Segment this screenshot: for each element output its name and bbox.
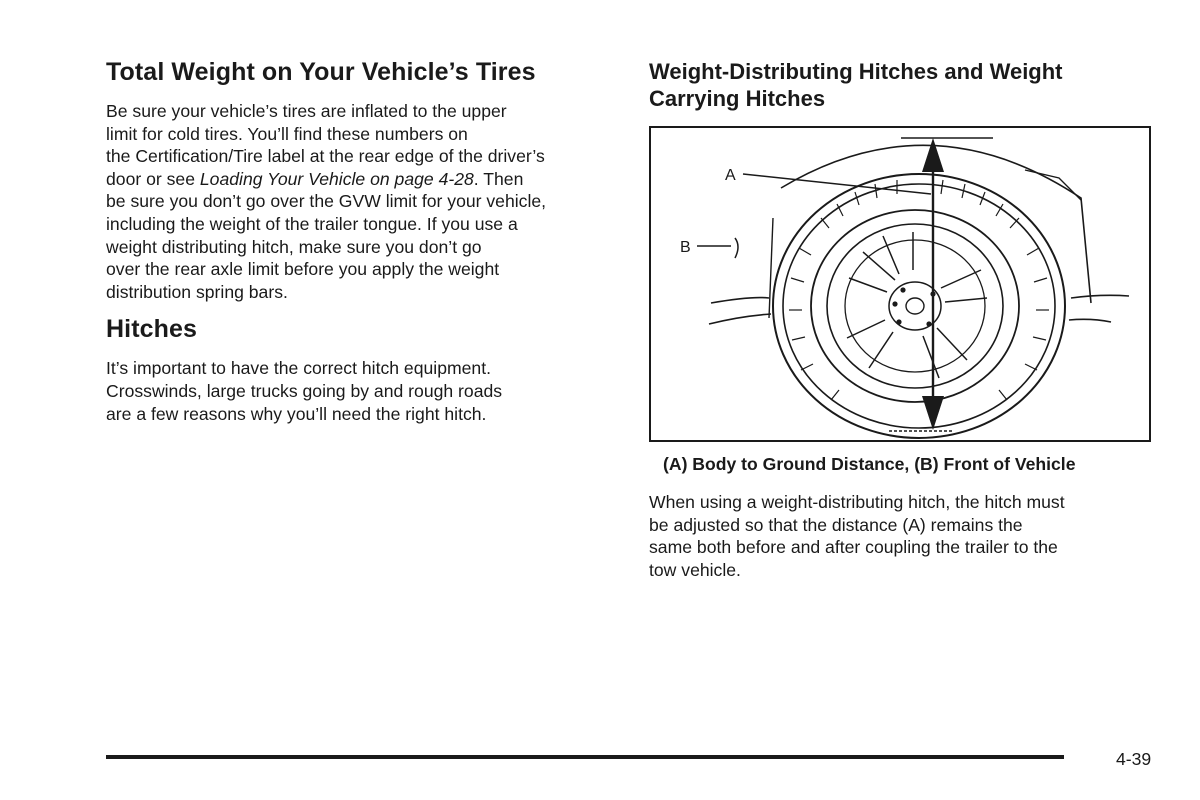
paragraph-total-weight: Be sure your vehicle’s tires are inflated to the upper limit for cold tires. You’ll find these numbers on the Certification/Tire label at the rear edge of the driver’s door or see Loading Your Vehicle on page 4-28. Then be sure you don’t go over the GVW limit for your vehicle, including the weight of the trailer tongue. If you use a weight distributing hitch, make sure you don’t go over the rear axle limit before you apply the weight distribution spring bars. (106, 101, 547, 302)
heading-hitches: Hitches (106, 315, 198, 344)
right-column (649, 58, 1155, 591)
heading-weight-distributing-hitches: Weight-Distributing Hitches and Weight Carrying Hitches (649, 59, 1063, 111)
figure-caption: (A) Body to Ground Distance, (B) Front of Vehicle (663, 454, 1076, 474)
label-a: A (725, 167, 736, 184)
cross-reference-link[interactable]: Loading Your Vehicle on page 4-28 (199, 168, 474, 189)
wheel-illustration (649, 126, 1151, 442)
label-b: B (680, 239, 691, 256)
paragraph-hitches: It’s important to have the correct hitch equipment. Crosswinds, large trucks going by and rough roads are a few reasons why you’ll need the right hitch. (106, 358, 503, 424)
footer-rule (106, 755, 1064, 759)
paragraph-weight-distributing: When using a weight-distributing hitch, the hitch must be adjusted so that the distance (A) remains the same both before and after coupling the trailer to the tow vehicle. (649, 492, 1065, 580)
left-column (106, 56, 616, 435)
wheel-drawing (651, 128, 1149, 440)
heading-total-weight: Total Weight on Your Vehicle’s Tires (106, 58, 536, 86)
page-number: 4-39 (1116, 749, 1152, 769)
